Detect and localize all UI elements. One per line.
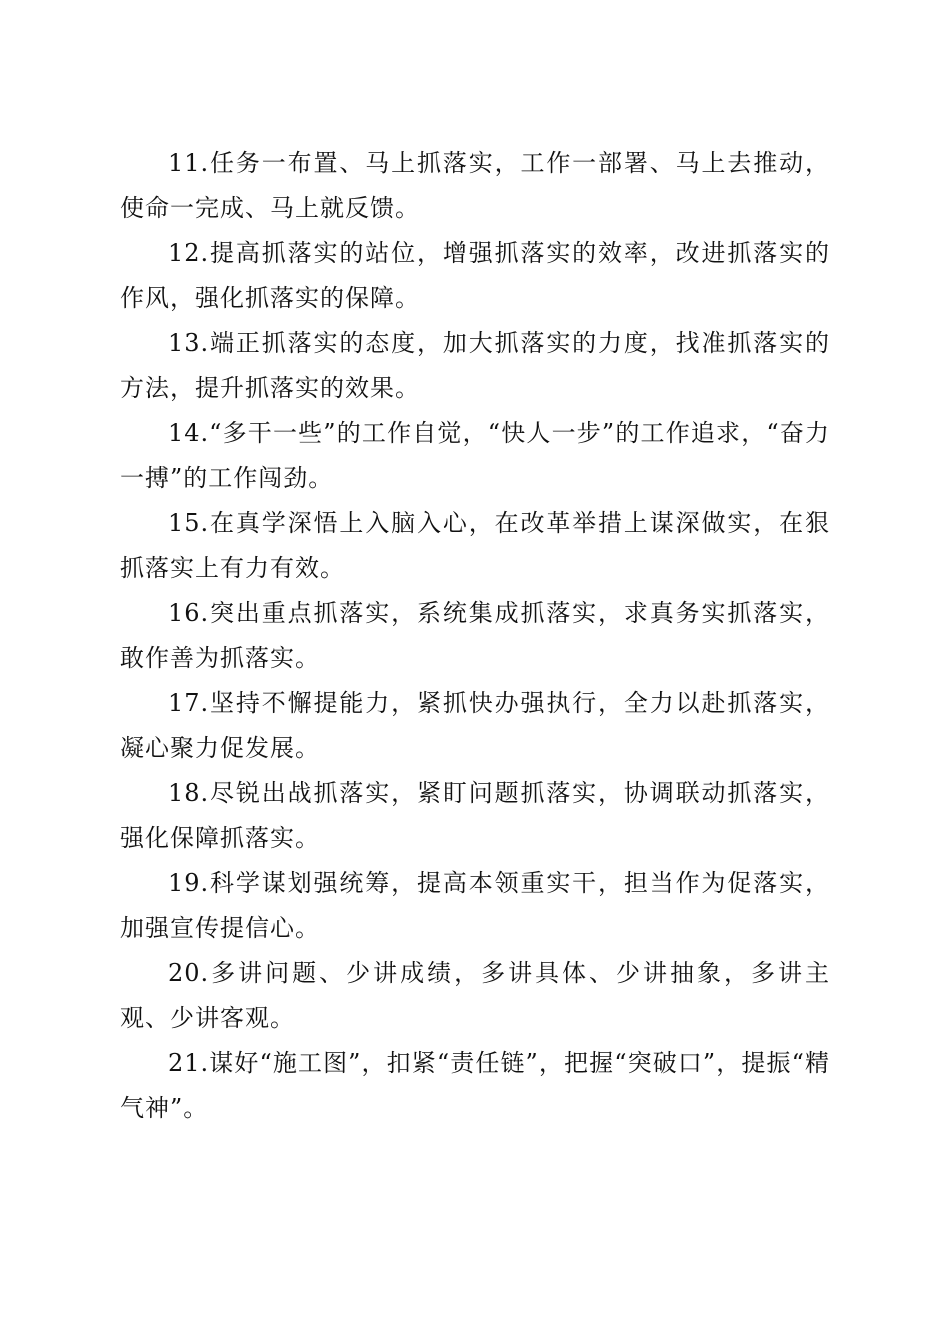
list-item: 19.科学谋划强统筹，提高本领重实干，担当作为促落实，加强宣传提信心。 bbox=[120, 869, 830, 942]
list-item: 15.在真学深悟上入脑入心，在改革举措上谋深做实，在狠抓落实上有力有效。 bbox=[120, 509, 830, 582]
list-item: 18.尽锐出战抓落实，紧盯问题抓落实，协调联动抓落实，强化保障抓落实。 bbox=[120, 779, 830, 852]
list-item: 11.任务一布置、马上抓落实，工作一部署、马上去推动，使命一完成、马上就反馈。 bbox=[120, 149, 830, 222]
list-item: 16.突出重点抓落实，系统集成抓落实，求真务实抓落实，敢作善为抓落实。 bbox=[120, 599, 830, 672]
list-item: 13.端正抓落实的态度，加大抓落实的力度，找准抓落实的方法，提升抓落实的效果。 bbox=[120, 329, 830, 402]
list-item: 17.坚持不懈提能力，紧抓快办强执行，全力以赴抓落实，凝心聚力促发展。 bbox=[120, 689, 830, 762]
list-item: 20.多讲问题、少讲成绩，多讲具体、少讲抽象，多讲主观、少讲客观。 bbox=[120, 959, 830, 1032]
list-item: 12.提高抓落实的站位，增强抓落实的效率，改进抓落实的作风，强化抓落实的保障。 bbox=[120, 239, 830, 312]
document-body bbox=[120, 141, 830, 1131]
list-item: 14.“多干一些”的工作自觉，“快人一步”的工作追求，“奋力一搏”的工作闯劲。 bbox=[120, 419, 830, 492]
list-item: 21.谋好“施工图”，扣紧“责任链”，把握“突破口”，提振“精气神”。 bbox=[120, 1049, 830, 1122]
